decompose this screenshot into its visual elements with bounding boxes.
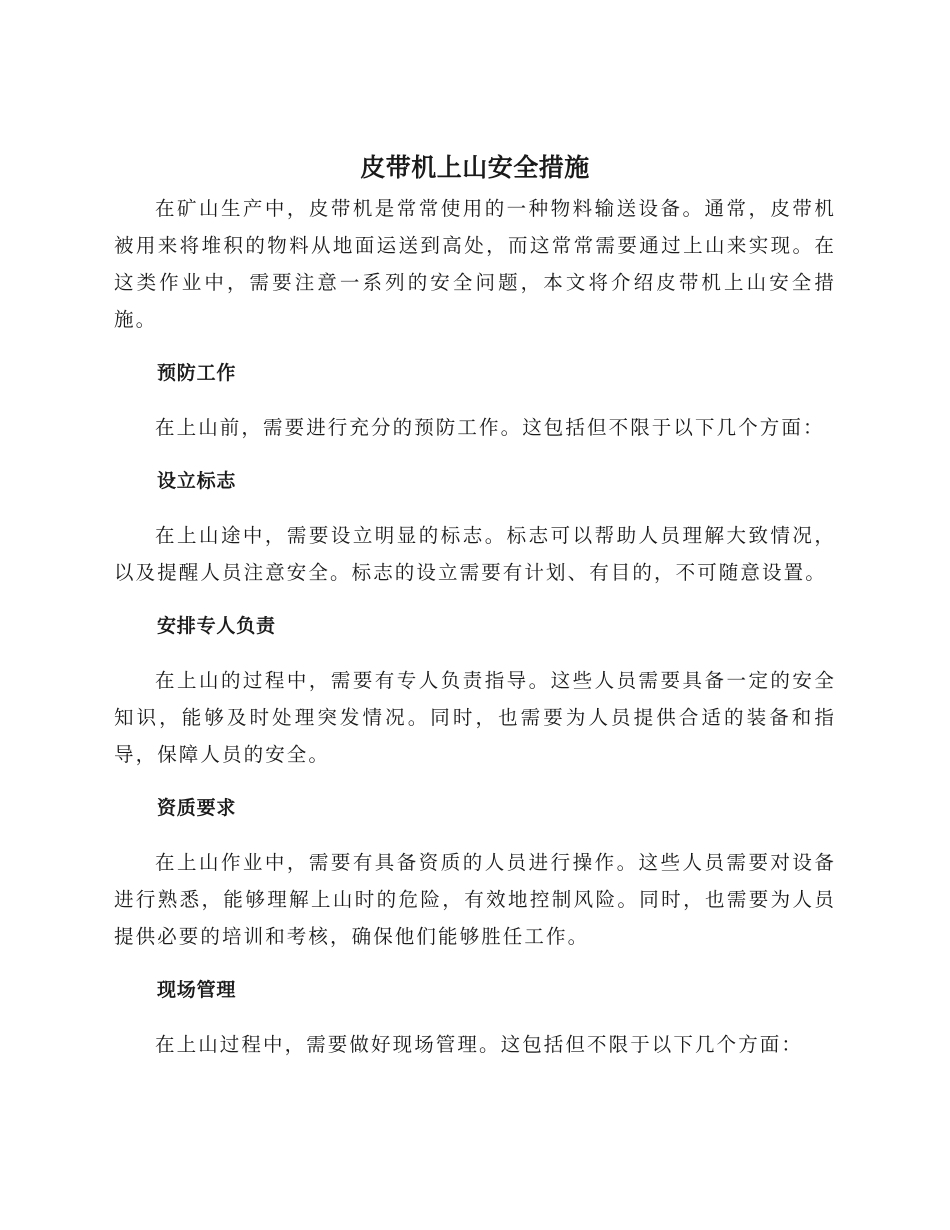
- section-text-qualification: 在上山作业中，需要有具备资质的人员进行操作。这些人员需要对设备进行熟悉，能够理解上山时的危险，有效地控制风险。同时，也需要为人员提供必要的培训和考核，确保他们能够胜任工作。: [114, 851, 836, 948]
- intro-paragraph: 在矿山生产中，皮带机是常常使用的一种物料输送设备。通常，皮带机被用来将堆积的物料从地面运送到高处，而这常常需要通过上山来实现。在这类作业中，需要注意一系列的安全问题，本文将介绍皮带机上山安全措施。: [114, 197, 836, 331]
- section-text-personnel: 在上山的过程中，需要有专人负责指导。这些人员需要具备一定的安全知识，能够及时处理突发情况。同时，也需要为人员提供合适的装备和指导，保障人员的安全。: [114, 669, 836, 766]
- section-heading-signs: 设立标志: [157, 470, 237, 492]
- section-heading-qualification: 资质要求: [157, 797, 237, 819]
- section-heading-site-management: 现场管理: [157, 979, 237, 1001]
- document-title: 皮带机上山安全措施: [360, 153, 590, 182]
- section-heading-personnel: 安排专人负责: [157, 615, 276, 637]
- document-page: [114, 148, 836, 1063]
- section-text-prevention: 在上山前，需要进行充分的预防工作。这包括但不限于以下几个方面：: [155, 416, 825, 439]
- section-text-signs: 在上山途中，需要设立明显的标志。标志可以帮助人员理解大致情况，以及提醒人员注意安全。标志的设立需要有计划、有目的，不可随意设置。: [114, 524, 836, 584]
- section-heading-prevention: 预防工作: [157, 362, 237, 384]
- section-text-site-management: 在上山过程中，需要做好现场管理。这包括但不限于以下几个方面：: [155, 1033, 804, 1056]
